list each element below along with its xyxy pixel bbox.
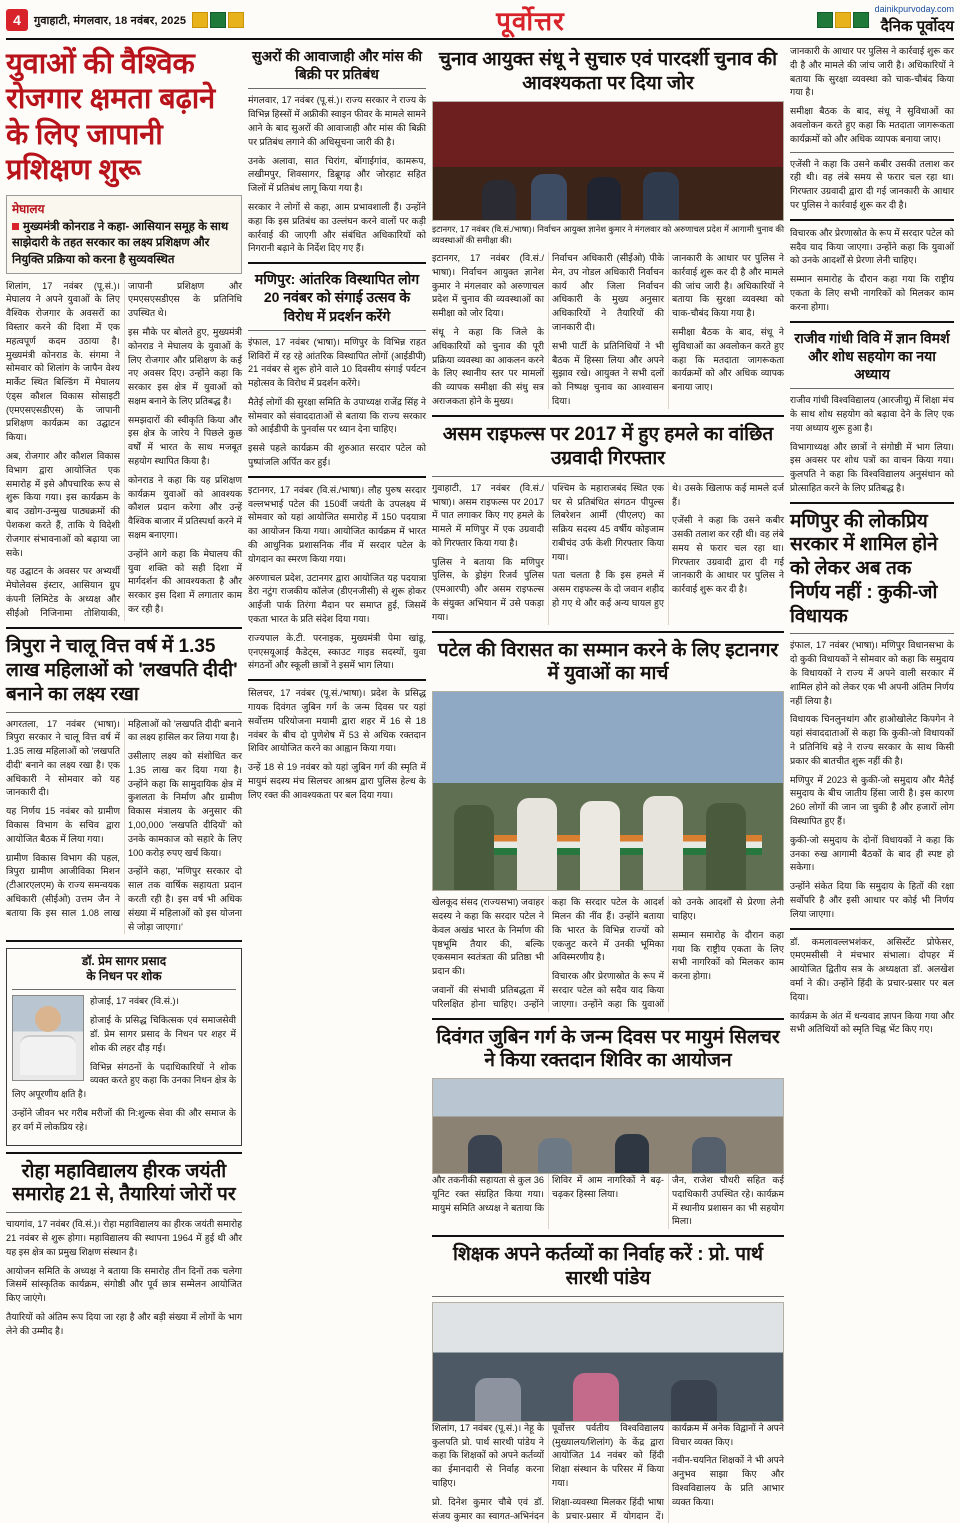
patel-march-photo [432,691,784,891]
patel-march-headline: पटेल की विरासत का सम्मान करने के लिए इटानगर में युवाओं का मार्च [437,639,779,685]
patel-para-2: राज्यपाल के.टी. परनाइक, मुख्यमंत्री पेमा खांडू, एनएसयूआई कैडेट्स, स्काउट गाइड सदस्यों, युवा संगठनों और स्कूली छात्रों ने इसमें भाग लिया। [248,632,426,671]
election-headline: चुनाव आयुक्त संधू ने सुचारु एवं पारदर्शी चुनाव की आवश्यकता पर दिया जोर [438,49,778,94]
assam-rifles-para-1: पुलिस ने बताया कि मणिपुर पुलिस, के ड्रोइंग रिजर्व पुलिस (एमआरपी) और असम राइफल्स के संयुक्त अभियान में उसे पकड़ा गया। [432,556,544,622]
pig-ban-para-0: मंगलवार, 17 नवंबर (पू.सं.)। राज्य सरकार ने राज्य के विभिन्न हिस्सों में अफ्रीकी स्वाइन फीवर के मामले सामने आने के बाद सुअरों की आवाजाही और मांस की बिक्री पर प्रतिबंध लगाने की अधिसूचना जारी की है। [248,95,426,147]
election-para-3: सभी पार्टी के प्रतिनिधियों ने भी बैठक में हिस्सा लिया और अपने सुझाव रखे। आयुक्त ने सभी दलों को निष्पक्ष चुनाव का आश्वासन दिया। [552,340,664,406]
lead-state-label: मेघालय [12,201,45,216]
election-para-4: जानकारी के आधार पर पुलिस ने कार्रवाई शुरू कर दी है और मामले की जांच जारी है। अधिकारियों ने बताया कि सुरक्षा व्यवस्था को चाक-चौबंद किया गया है। [672,253,784,319]
college-headline: रोहा महाविद्यालय हीरक जयंती समारोह 21 से, तैयारियां जोरों पर [12,1160,236,1206]
kuki-para-1: विधायक चिनलुनथांग और हाओखोलेट किपगेन ने यहां संवाददाताओं से कहा कि कुकी-जो विधायकों ने प्रतिनिधि बड़े ने राज्य सरकार के साथ किसी प्रकार की बातचीत शुरू नहीं की है। [790,714,954,766]
election-photo-people [433,151,783,219]
rgu-headline: राजीव गांधी विवि में ज्ञान विमर्श और शोध सहयोग का नया अध्याय [794,329,950,382]
patel-rail-para-1: सम्मान समारोह के दौरान कहा गया कि राष्ट्रीय एकता के लिए सभी नागरिकों को मिलकर काम करना होगा। [790,274,954,312]
zubeen-photo [432,1078,784,1174]
election-para-1: संधू ने कहा कि जिले के अधिकारियों को चुनाव की पूरी प्रक्रिया व्यवस्था का आकलन करने के लिए स्थानीय स्तर पर मामलों की व्यापक समीक्षा की संधु सत्र अराजकता होने के मुख्य। [432,327,544,406]
assam-rifles-body [432,482,784,625]
college-para-1: आयोजन समिति के अध्यक्ष ने बताया कि समारोह तीन दिनों तक चलेगा जिसमें सांस्कृतिक कार्यक्रम, संगोष्ठी और पूर्व छात्र सम्मेलन आयोजित किए जाएंगे। [6,1265,242,1304]
patel-march-para-4: जवानों की संभावी प्रतिबद्धता में परिलक्षित होना चाहिए। उन्होंने कहा कि सरदार पटेल के आदर्श मिलन की नींव हैं। उन्होंने बताया कि भारत के विभिन्न राज्यों को एकजुट करने में उनकी भूमिका अविस्मरणीय है। [432,897,664,1009]
teacher-photo [432,1302,784,1422]
teacher-para-0: शिलांग, 17 नवंबर (पू.सं.)। नेहू के कुलपति प्रो. पार्थ सारथी पांडेय ने कहा कि शिक्षकों को अपने कर्तव्यों का ईमानदारी से निर्वाह करना चाहिए। [432,1422,544,1488]
zubeen-body [432,1174,784,1229]
lead-para-4: समझदारों की स्वीकृति किया और इस क्षेत्र के जारेय ने पिछले कुछ वर्षों में भारत के साथ मजबूत सहयोग स्थापित किया है। [128,414,242,467]
patel-march-para-5: विचारक और प्रेरणास्रोत के रूप में सरदार पटेल को सदैव याद किया जाएगा। उन्होंने कहा कि युवाओं को उनके आदर्शों से प्रेरणा लेनी चाहिए। [552,897,784,1009]
zubeen-para-0: सिलचर, 17 नवंबर (पू.सं./भाषा)। प्रदेश के प्रसिद्ध गायक दिवंगत जुबिन गर्ग के जन्म दिवस पर यहां सर्वोत्तम परियोजना मयामी द्वारा शहर में 16 से 18 नवंबर के बीच दो पुणेशेष में 53 से अधिक रक्तदान शिविर आयोजित करने का आह्वान किया गया। [248,688,426,754]
teacher-body [432,1422,784,1523]
masthead-title-text: पूर्वोत्तर [496,6,565,36]
teacher-rail-para-1: कार्यक्रम के अंत में धन्यवाद ज्ञापन किया गया और सभी अतिथियों को स्मृति चिह्न भेंट किए गए। [790,1010,954,1035]
patel-march-body [432,896,784,1011]
election-para-0: इटानगर, 17 नवंबर (वि.सं./भाषा)। निर्वाचन आयुक्त ज्ञानेश कुमार ने मंगलवार को अरुणाचल प्रदेश में चुनाव की व्यवस्थाओं का समीक्षा को जोर दिया। [432,253,544,319]
election-rail-para-1: समीक्षा बैठक के बाद, संधू ने सुविधाओं का अवलोकन करते हुए कहा कि मतदाता जागरूकता कार्यक्रमों को और अधिक व्यापक बनाया जाए। [790,106,954,144]
masthead-title [250,2,810,38]
assam-rifles-para-4: एजेंसी ने कहा कि उसने कबीर उसकी तलाश कर रही थी। वह लंबे समय से फरार चल रहा था। गिरफ्तार उग्रवादी द्वारा दी गई जानकारी के आधार पर पुलिस ने कार्रवाई शुरू कर दी है। [672,515,784,595]
obituary-dateline: होजाई, 17 नवंबर (वि.सं.)। [90,996,180,1007]
column-3 [432,45,784,1523]
patel-para-1: अरुणाचल प्रदेश, उटानगर द्वारा आयोजित यह पदयात्रा डेरा नटुंग राजकीय कॉलेज (डीएनजीसी) से शुरू होकर आईजी पार्क तिरंगा मैदान पर समाप्त हुई, जिसमें एकता भारत के प्रति संदेश दिया गया। [248,572,426,625]
column-4 [790,45,954,1523]
lead-kicker-text [12,219,236,269]
election-para-2: निर्वाचन अधिकारी (सीईओ) पीके मेन, उप नोडल अधिकारी निर्वाचन कार्य और जिला निर्वाचन अधिकारी के मुख्य अनुसार अधिकारियों ने तैयारियों की जानकारी दी। [552,253,664,333]
lead-para-0: शिलांग, 17 नवंबर (पू.सं.)। मेघालय ने अपने युवाओं के लिए वैश्विक रोजगार के अवसरों का विस्तार करने की दिशा में एक महत्वपूर्ण कदम उठाया है। मुख्यमंत्री कोनराड के. संगमा ने सोमवार को शिलांग के जापैन वेश्य मार्केट स्थित बिल्डिंग में मेघालय एंड्स कौशल विकास सोसाइटी (एमएसएसडीएस) के जापानी प्रशिक्षण कार्यक्रम का उद्घाटन किया। [6,280,120,443]
election-body [432,252,784,409]
rgu-para-1: विभागाध्यक्ष और छात्रों ने संगोष्ठी में भाग लिया। इस अवसर पर शोध पत्रों का वाचन किया गया। कुलपति ने कहा कि विश्वविद्यालय अनुसंधान को प्रोत्साहित करने के लिए प्रतिबद्ध है। [790,441,954,493]
patel-march-para-6: सम्मान समारोह के दौरान कहा गया कि राष्ट्रीय एकता के लिए सभी नागरिकों को मिलकर काम करना होगा। [672,929,784,982]
column-1 [6,45,242,1523]
lead-para-2: यह उद्घाटन के अवसर पर अभ्यर्थी मेघोलेवस इंस्टार, आसियान ग्रुप कंपनी लिमिटेड के अध्यक्ष और सीईओ निजिनामा तोशियाकी, जापानी प्रशिक्षण और एमएसएसडीएस के प्रतिनिधि उपस्थित थे। [6,280,242,618]
masthead-dateline: गुवाहाटी, मंगलवार, 18 नवंबर, 2025 [34,14,187,27]
assam-rifles-headline: असम राइफल्स पर 2017 में हुए हमले का वांछित उग्रवादी गिरफ्तार [442,424,774,469]
ornament-left [192,12,244,28]
tripura-para-1: यह निर्णय 15 नवंबर को ग्रामीण विकास विभाग के सचिव द्वारा आयोजित बैठक में लिया गया। [6,806,120,844]
pig-ban-headline: सुअरों की आवाजाही और मांस की बिक्री पर प्रतिबंध [251,48,423,83]
teacher-rail-para-0: डॉ. कमलावल्लभशंकर, असिस्टेंट प्रोफेसर, एमएमसीसी ने मंचभार संभाला। दोपहर में आयोजित द्वितीय सत्र के अध्यक्षता डॉ. अलखेश वर्मा ने की। उन्होंने हिंदी के प्रचार-प्रसार पर बल दिया। [790,936,954,1002]
page-grid [6,45,954,1523]
obituary-portrait [12,995,84,1081]
zubeen-photo-people [433,1119,783,1174]
tripura-para-2: ग्रामीण विकास विभाग की पहल, त्रिपुरा ग्रामीण आजीविका मिशन (टीआरएलएम) के राज्य समन्वयक अधिकारी (सीईओ) उत्तम जैन ने बताया कि इस साल 1.08 लाख महिलाओं को 'लखपति दीदी' बनाने का लक्ष्य हासिल कर लिया गया है। [6,718,242,918]
column-2 [248,45,426,1523]
teacher-para-3: नवीन-चयनित शिक्षकों ने भी अपने अनुभव साझा किए और विश्वविद्यालय के प्रति आभार व्यक्त किया। [672,1455,784,1507]
college-para-0: चायगांव, 17 नवंबर (वि.सं.)। रोहा महाविद्यालय का हीरक जयंती समारोह 21 नवंबर से शुरू होगा। महाविद्यालय की स्थापना 1964 में हुई थी और यह इस क्षेत्र का प्रमुख शिक्षण संस्थान है। [6,1219,242,1257]
lead-para-5: कोनराड ने कहा कि यह प्रशिक्षण कार्यक्रम युवाओं को आवश्यक कौशल प्रदान करेगा और उन्हें वैश्विक बाजार में प्रतिस्पर्धा करने में सक्षम बनाएगा। [128,474,242,541]
manipur-idp-para-2: इससे पहले कार्यक्रम की शुरुआत सरदार पटेल को पुष्पांजलि अर्पित कर हुई। [248,443,426,468]
teacher-headline: शिक्षक अपने कर्तव्यों का निर्वाह करें : प्रो. पार्थ सारथी पांडेय [452,1244,764,1289]
tripura-para-4: उन्होंने कहा, 'मणिपुर सरकार दो साल तक वार्षिक सहायता प्रदान करती रही है। इस वर्ष भी अधिक संख्या में महिलाओं को इस योजना से जोड़ा जाएगा।' [128,866,242,932]
masthead-brand: दैनिक पूर्वोदय [880,18,954,35]
election-photo [432,101,784,221]
patel-photo-people [433,775,783,890]
kuki-para-0: इंफाल, 17 नवंबर (भाषा)। मणिपुर विधानसभा के दो कुकी विधायकों ने सोमवार को कहा कि समुदाय के विधायकों ने राज्य में अपने वाली सरकार में शामिल होने को लेकर एक भी अपनी अंतिम निर्णय नहीं लिया है। [790,640,954,706]
college-para-2: तैयारियों को अंतिम रूप दिया जा रहा है और बड़ी संख्या में लोगों के भाग लेने की उम्मीद है। [6,1311,242,1336]
tripura-para-3: उसीलाए लक्ष्य को संशोधित कर 1.35 लाख कर दिया गया है। उन्होंने कहा कि सामुदायिक क्षेत्र में कुशलता के निर्माण और ग्रामीण विकास मंत्रालय के अनुसार की 1,00,000 'लखपति दीदियों' को उनके कामकाज को सहारे के लिए 100 करोड़ रुपए खर्च किया। [128,751,242,858]
patel-march-para-3: खेलकूद संसद (राज्यसभा) जवाहर सदस्य ने कहा कि सरदार पटेल ने केवल अखंड भारत के निर्माण की पृष्ठभूमि तैयार की, बल्कि एकसमान स्वतंत्रता की प्रतिष्ठा भी प्रदान की। [432,897,544,977]
obituary-para-1: विभिन्न संगठनों के पदाधिकारियों ने शोक व्यक्त करते हुए कहा कि उनका निधन क्षेत्र के लिए अपूरणीय क्षति है। [12,1061,236,1100]
teacher-para-1: प्रो. दिनेश कुमार चौबे एवं डॉ. संजय कुमार का स्वागत-अभिनंदन पूर्वोत्तर पर्वतीय विश्वविद्यालय (मुख्यालय/शिलांग) के केंद्र द्वारा आयोजित 14 नवंबर को हिंदी शिक्षा संस्थान के परिसर में किया गया। [432,1422,664,1521]
pig-ban-para-1: उनके अलावा, सात चिरांग, बोंगाईगांव, कामरूप, लखीमपुर, शिवसागर, डिब्रूगढ़ और जोरहाट सहित जिलों में प्रतिबंध लागू किया गया है। [248,155,426,194]
obituary-para-0: होजाई के प्रसिद्ध चिकित्सक एवं समाजसेवी डॉ. प्रेम सागर प्रसाद के निधन पर शहर में शोक की लहर दौड़ गई। [90,1015,236,1053]
manipur-idp-para-1: मैतेई लोगों की सुरक्षा समिति के उपाध्यक्ष राजेंद्र सिंह ने सोमवार को संवाददाताओं से बताया कि राज्य सरकार को आईडीपी के पुनर्वास पर ध्यान देना चाहिए। [248,396,426,435]
zubeen-para-3: जैन, राजेश चौधरी सहित कई पदाधिकारी उपस्थित रहे। कार्यक्रम में स्थानीय प्रशासन का भी सहयोग मिला। [672,1175,784,1227]
portrait-body-shape [20,1035,76,1075]
kuki-para-4: उन्होंने संकेत दिया कि समुदाय के हितों की रक्षा सर्वोपरि है और इसी आधार पर कोई भी निर्णय लिया जाएगा। [790,881,954,919]
lead-para-6: उन्होंने आगे कहा कि मेघालय की युवा शक्ति को सही दिशा में मार्गदर्शन की आवश्यकता है और सरकार इस दिशा में लगातार काम कर रही है। [128,548,242,615]
lead-para-1: अब, रोजगार और कौशल विकास विभाग द्वारा आयोजित एक समारोह में इसे औपचारिक रूप से शुरू किया गया। इस कार्यक्रम के बाद उद्योग-उन्मुख पाठ्यक्रमों की पेशकश करते हैं, ताकि ये विदेशी रोजगार संभावनाओं को बढ़ाया जा सके। [6,451,120,558]
masthead-brand-block [875,4,954,36]
lead-kicker-box [6,195,242,274]
zubeen-para-1: उन्हें 18 से 19 नवंबर को यहां जुबिन गर्ग की स्मृति में मायुमं सदस्य मंच सिलचर आश्रम द्वारा पुलिस हेल्थ के लिए रक्त की आवश्यकता पर बल दिया गया। [248,762,426,800]
portrait-head-shape [35,1006,61,1032]
teacher-photo-people [433,1352,783,1420]
obituary-box [6,948,242,1145]
election-para-5: समीक्षा बैठक के बाद, संधू ने सुविधाओं का अवलोकन करते हुए कहा कि मतदाता जागरूकता कार्यक्रमों को और अधिक व्यापक बनाया जाए। [672,327,784,393]
zubeen-para-2: और तकनीकी सहायता से कुल 36 यूनिट रक्त संग्रहित किया गया। मायुमं समिति अध्यक्ष ने बताया कि शिविर में आम नागरिकों ने बढ़-चढ़कर हिस्सा लिया। [432,1175,664,1213]
election-rail-para-0: जानकारी के आधार पर पुलिस ने कार्रवाई शुरू कर दी है और मामले की जांच जारी है। अधिकारियों ने बताया कि सुरक्षा व्यवस्था को चाक-चौबंद किया गया है। [790,46,954,98]
kuki-headline: मणिपुर की लोकप्रिय सरकार में शामिल होने को लेकर अब तक निर्णय नहीं : कुकी-जो विधायक [790,510,938,627]
assam-rifles-rail-para: एजेंसी ने कहा कि उसने कबीर उसकी तलाश कर रही थी। वह लंबे समय से फरार चल रहा था। गिरफ्तार उग्रवादी द्वारा दी गई जानकारी के आधार पर पुलिस ने कार्रवाई शुरू कर दी है। [790,158,954,210]
tripura-body [6,718,242,935]
pig-ban-para-2: सरकार ने लोगों से कहा, आम प्रभावशाली हैं। उन्होंने कहा कि इस प्रतिबंध का उल्लंघन करने वालों पर कड़ी कार्रवाई की जाएगी और संबंधित अधिकारियों को निगरानी बढ़ाने के निर्देश दिए गए हैं। [248,201,426,254]
zubeen-headline: दिवंगत जुबिन गर्ग के जन्म दिवस पर मायुमं सिलचर ने किया रक्तदान शिविर का आयोजन [436,1026,780,1072]
obituary-headline: के निधन पर शोक [86,969,162,984]
lead-kicker-copy: मुख्यमंत्री कोनराड ने कहा- आसियान समूह के साथ साझेदारी के तहत सरकार का लक्ष्य प्रशिक्षण और नियुक्ति प्रक्रिया को करना है सुव्यवस्थित [12,220,229,266]
tripura-para-0: अगरतला, 17 नवंबर (भाषा)। त्रिपुरा सरकार ने चालू वित्त वर्ष में 1.35 लाख महिलाओं को 'लखपति दीदी' बनाने का लक्ष्य रखा है। एक अधिकारी ने सोमवार को यह जानकारी दी। [6,718,120,798]
assam-rifles-para-0: गुवाहाटी, 17 नवंबर (वि.सं./भाषा)। असम राइफल्स पर 2017 में पात लगाकर किए गए हमले के मामले में मणिपुर में एक उग्रवादी को गिरफ्तार किया गया है। [432,482,544,548]
kuki-para-3: कुकी-जो समुदाय के दोनों विधायकों ने कहा कि उनका रुख आगामी बैठकों के बाद ही स्पष्ट हो सकेगा। [790,834,954,873]
masthead [6,4,954,40]
obituary-name: डॉ. प्रेम सागर प्रसाद [81,954,167,969]
election-caption: इटानगर, 17 नवंबर (वि.सं./भाषा)। निर्वाचन आयुक्त ज्ञानेश कुमार ने मंगलवार को अरुणाचल प्रदेश में आगामी चुनाव की व्यवस्थाओं की समीक्षा की। [432,223,784,246]
bullet-icon [12,223,19,230]
lead-body [6,280,242,622]
lead-headline: युवाओं की वैश्विक रोजगार क्षमता बढ़ाने के लिए जापानी प्रशिक्षण शुरू [6,48,215,187]
obituary-para-2: उन्होंने जीवन भर गरीब मरीजों की नि:शुल्क सेवा की और समाज के हर वर्ग में लोकप्रिय रहे। [12,1108,236,1132]
lead-para-3: इस मौके पर बोलते हुए, मुख्यमंत्री कोनराड ने मेघालय के युवाओं के लिए रोजगार और प्रशिक्षण के कई नए अवसर दिए। उन्होंने कहा कि सरकार इस क्षेत्र में युवाओं को सक्षम बनाने के लिए प्रतिबद्ध है। [128,326,242,406]
page-folio: 4 [6,9,28,31]
patel-para-0: इटानगर, 17 नवंबर (वि.सं./भाषा)। लौह पुरुष सरदार वल्लभभाई पटेल की 150वीं जयंती के उपलक्ष्य में सोमवार को यहां आयोजित समारोह में 150 पदयात्रा का आयोजन किया गया। आयोजित कार्यक्रम में भारत की आधुनिक प्रशासनिक नींव में सरदार पटेल के योगदान का स्मरण किया गया। [248,484,426,564]
ornament-right [817,12,869,28]
assam-rifles-para-3: पता चलता है कि इस हमले में असम राइफल्स के दो जवान शहीद हो गए थे और कई अन्य घायल हुए थे। उसके खिलाफ कई मामले दर्ज हैं। [552,482,784,609]
manipur-idp-headline: मणिपुर: आंतरिक विस्थापित लोग 20 नवंबर को संगाई उत्सव के विरोध में प्रदर्शन करेंगे [254,271,420,324]
rgu-para-0: राजीव गांधी विश्वविद्यालय (आरजीयू) में शिक्षा मंच के साथ शोध सहयोग को बढ़ावा देने के लिए एक नया अध्याय शुरू हुआ है। [790,395,954,433]
manipur-idp-para-0: इंफाल, 17 नवंबर (भाषा)। मणिपुर के विभिन्न राहत शिविरों में रह रहे आंतरिक विस्थापित लोगों (आईडीपी) 21 नवंबर से शुरू होने वाले 10 दिवसीय संगाई पर्यटन महोत्सव के विरोध में प्रदर्शन करेंगे। [248,336,426,389]
masthead-website[interactable]: dainikpurvoday.com [874,4,954,14]
assam-rifles-para-2: पश्चिम के महाराजबंद स्थित एक घर से प्रतिबंधित संगठन पीपुल्स लिबरेशन आर्मी (पीएलए) का सक्रिय सदस्य 45 वर्षीय कोइजाम राबीचंद उर्फ केशी गिरफ्तार किया गया। [552,482,664,562]
kuki-para-2: मणिपुर में 2023 से कुकी-जो समुदाय और मैतेई समुदाय के बीच जातीय हिंसा जारी है। इस कारण 260 लोगों की जान जा चुकी है और हजारों लोग विस्थापित हुए हैं। [790,774,954,826]
patel-rail-para-0: विचारक और प्रेरणास्रोत के रूप में सरदार पटेल को सदैव याद किया जाएगा। उन्होंने कहा कि युवाओं को उनके आदर्शों से प्रेरणा लेनी चाहिए। [790,227,954,266]
teacher-para-2: शिक्षा-व्यवस्था मिलकर हिंदी भाषा के प्रचार-प्रसार में योगदान दें। कार्यक्रम में अनेक विद्वानों ने अपने विचार व्यक्त किए। [552,1422,784,1521]
tripura-headline: त्रिपुरा ने चालू वित्त वर्ष में 1.35 लाख महिलाओं को 'लखपति दीदी' बनाने का लक्ष्य रखा [6,636,238,705]
